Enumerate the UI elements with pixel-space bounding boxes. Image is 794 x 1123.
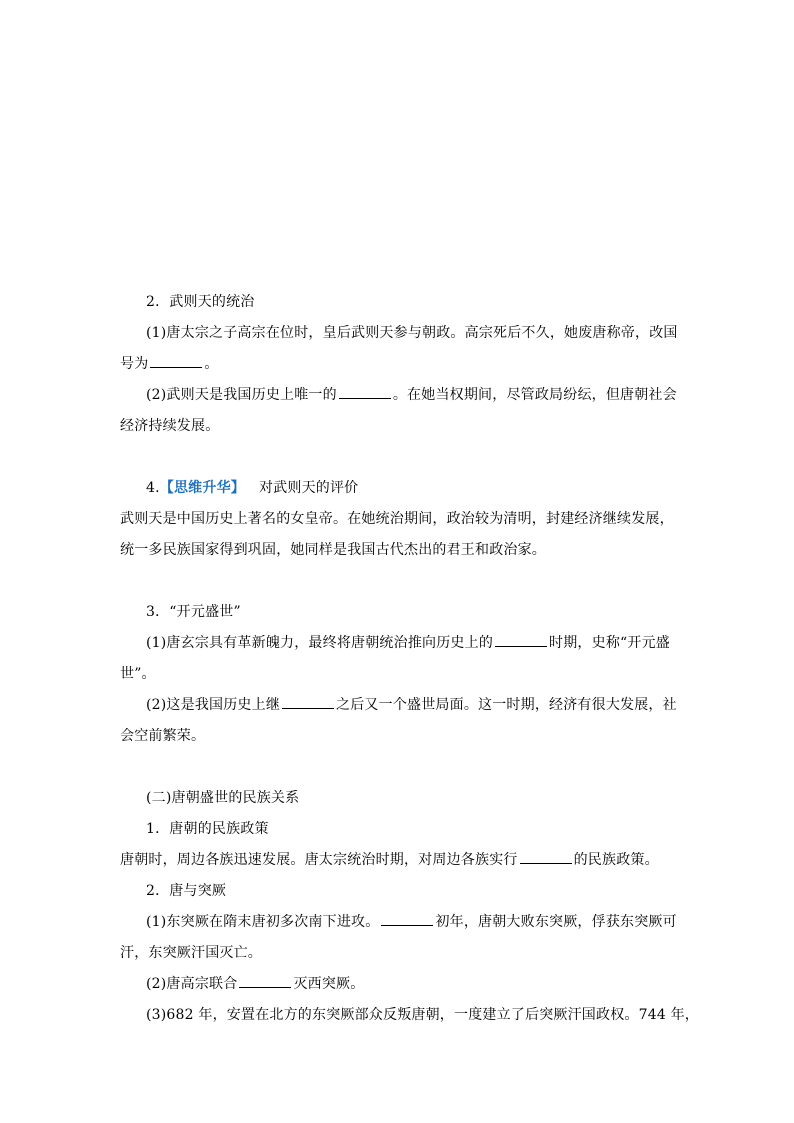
section-number: 4. (146, 480, 160, 496)
paragraph-line: 武则天是中国历史上著名的女皇帝。在她统治期间，政治较为清明，封建经济继续发展， (120, 511, 674, 527)
paragraph-line: 世”。 (120, 666, 156, 682)
text-segment: 之后又一个盛世局面。这一时期，经济有很大发展，社 (336, 697, 677, 713)
thinking-badge: 【思维升华】 (159, 480, 245, 496)
text-segment: 灭西突厥。 (293, 976, 365, 992)
text-segment: (2)这是我国历史上继 (146, 697, 281, 713)
subheading-tang-turks: 2．唐与突厥 (146, 883, 227, 899)
paragraph-line (146, 633, 706, 653)
fill-blank[interactable] (339, 386, 391, 399)
fill-blank[interactable] (239, 975, 291, 988)
section-heading-evaluation (146, 478, 706, 498)
text-segment: 。在她当权期间，尽管政局纷纭，但唐朝社会 (392, 387, 677, 403)
fill-blank[interactable] (150, 355, 202, 368)
paragraph-line (146, 974, 706, 994)
section-title: 对武则天的评价 (258, 480, 359, 496)
paragraph-line: 经济持续发展。 (120, 418, 220, 434)
text-segment: 号为 (120, 356, 149, 372)
fill-blank[interactable] (495, 634, 547, 647)
subheading-ethnic-policy: 1．唐朝的民族政策 (146, 821, 269, 837)
paragraph-line (120, 354, 680, 374)
fill-blank[interactable] (282, 696, 334, 709)
paragraph-line (120, 850, 680, 870)
text-segment: (1)唐玄宗具有革新魄力，最终将唐朝统治推向历史上的 (146, 635, 494, 651)
fill-blank[interactable] (381, 913, 433, 926)
paragraph-line (146, 695, 706, 715)
section-heading-wuzetian-rule: 2．武则天的统治 (146, 294, 255, 310)
paragraph-line: (1)唐太宗之子高宗在位时，皇后武则天参与朝政。高宗死后不久，她废唐称帝，改国 (146, 325, 678, 341)
text-segment: 。 (204, 356, 219, 372)
text-segment: (2)武则天是我国历史上唯一的 (146, 387, 337, 403)
text-segment: 的民族政策。 (573, 852, 659, 868)
fill-blank[interactable] (520, 851, 572, 864)
text-segment: (2)唐高宗联合 (146, 976, 238, 992)
text-segment: 唐朝时，周边各族迅速发展。唐太宗统治时期，对周边各族实行 (120, 852, 518, 868)
section-heading-kaiyuan: 3．“开元盛世” (146, 604, 241, 620)
paragraph-line: 汗，东突厥汗国灭亡。 (120, 945, 262, 961)
paragraph-line: 统一多民族国家得到巩固，她同样是我国古代杰出的君王和政治家。 (120, 542, 546, 558)
paragraph-line (146, 385, 706, 405)
section-heading-ethnic-relations: (二)唐朝盛世的民族关系 (146, 790, 300, 806)
text-segment: 初年，唐朝大败东突厥，俘获东突厥可 (435, 914, 677, 930)
paragraph-line: 会空前繁荣。 (120, 728, 206, 744)
paragraph-line: (3)682 年，安置在北方的东突厥部众反叛唐朝，一度建立了后突厥汗国政权。744 年， (146, 1007, 699, 1023)
text-segment: 时期，史称“开元盛 (549, 635, 670, 651)
text-segment: (1)东突厥在隋末唐初多次南下进攻。 (146, 914, 380, 930)
paragraph-line (146, 912, 706, 932)
